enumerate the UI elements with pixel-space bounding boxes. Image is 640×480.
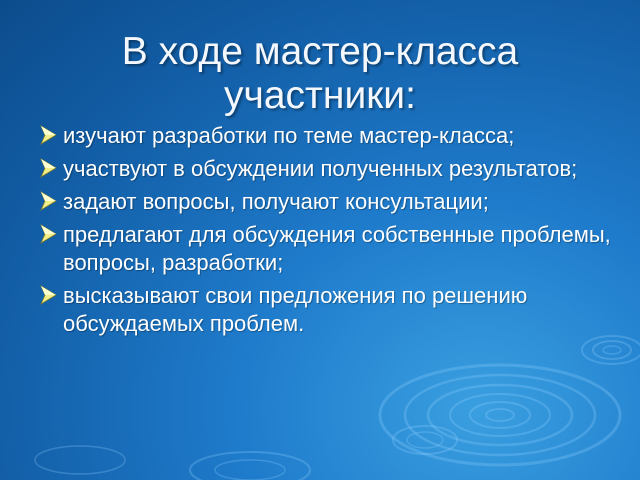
arrowhead-bullet-icon xyxy=(40,158,57,178)
bullet-text: высказывают свои предложения по решению обсуждаемых проблем. xyxy=(63,283,528,336)
bullet-list xyxy=(40,122,620,343)
bullet-text: участвуют в обсуждении полученных результатов; xyxy=(63,156,578,181)
bullet-text: задают вопросы, получают консультации; xyxy=(63,189,489,214)
bullet-item xyxy=(40,221,620,277)
bullet-item xyxy=(40,282,620,338)
bullet-item xyxy=(40,155,620,183)
bullet-text: предлагают для обсуждения собственные проблемы, вопросы, разработки; xyxy=(63,222,611,275)
arrowhead-bullet-icon xyxy=(40,191,57,211)
bullet-item xyxy=(40,122,620,150)
arrowhead-bullet-icon xyxy=(40,224,57,244)
slide-title: В ходе мастер-класса участники: xyxy=(121,30,519,117)
bullet-text: изучают разработки по теме мастер-класса; xyxy=(63,123,515,148)
arrowhead-bullet-icon xyxy=(40,285,57,305)
arrowhead-bullet-icon xyxy=(40,125,57,145)
bullet-item xyxy=(40,188,620,216)
